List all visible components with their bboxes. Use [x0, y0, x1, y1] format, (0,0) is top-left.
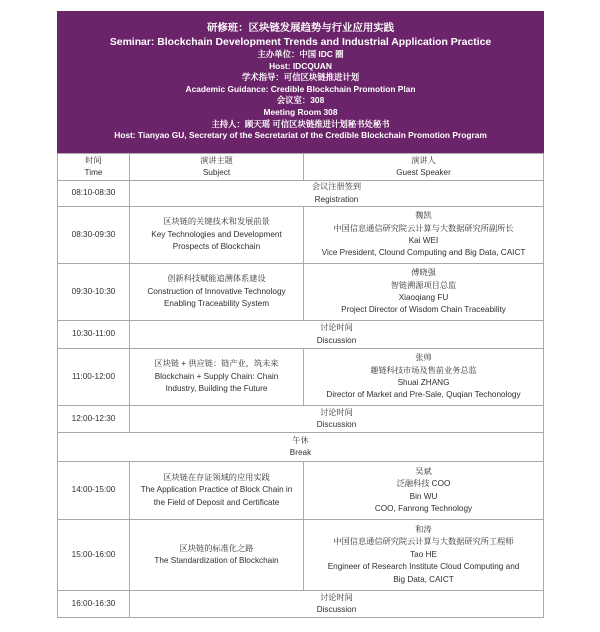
table-row: [58, 520, 544, 591]
time-column-header: 时间 Time: [58, 154, 130, 181]
table-row: [58, 462, 544, 520]
seminar-agenda-document: [57, 11, 544, 618]
table-header-row: [58, 154, 544, 181]
time-cell: 12:00-12:30: [58, 406, 130, 433]
registration-cell: 会议注册签到 Registration: [130, 181, 544, 207]
time-cell: 08:10-08:30: [58, 181, 130, 207]
subject-cell: 创新科技赋能追溯体系建设 Construction of Innovative Technology Enabling Traceability System: [130, 264, 304, 321]
speaker-cell: 傅晓强 智链溯源项目总监 Xiaoqiang FU Project Director of Wisdom Chain Traceability: [304, 264, 544, 321]
table-row: [58, 264, 544, 321]
organizer-chinese: 主办单位：中国 IDC 圈: [257, 49, 344, 60]
subject-cell: 区块链的关键技术和发展前景 Key Technologies and Development Prospects of Blockchain: [130, 207, 304, 264]
time-cell: 14:00-15:00: [58, 462, 130, 520]
lunch-break-cell: 午休 Break: [58, 433, 544, 462]
academic-guidance-chinese: 学术指导：可信区块链推进计划: [241, 72, 360, 83]
discussion-cell: 讨论时间 Discussion: [130, 591, 544, 618]
time-cell: 15:00-16:00: [58, 520, 130, 591]
agenda-table: [57, 153, 544, 618]
organizer-english: Host: IDCQUAN: [269, 60, 332, 71]
subject-column-header: 演讲主题 Subject: [130, 154, 304, 181]
speaker-cell: 魏凯 中国信息通信研究院云计算与大数据研究所副所长 Kai WEI Vice President, Clound Computing and Big Data, CAICT: [304, 207, 544, 264]
speaker-cell: 和涛 中国信息通信研究院云计算与大数据研究所工程师 Tao HE Engineer of Research Institute Cloud Computing and Big Data, CAICT: [304, 520, 544, 591]
time-cell: 09:30-10:30: [58, 264, 130, 321]
table-row: [58, 321, 544, 349]
subject-cell: 区块链 + 供应链：链产业，筑未来 Blockchain + Supply Chain: Chain Industry, Building the Future: [130, 349, 304, 406]
time-cell: 16:00-16:30: [58, 591, 130, 618]
discussion-cell: 讨论时间 Discussion: [130, 406, 544, 433]
agenda-header: [57, 11, 544, 153]
host-english: Host: Tianyao GU, Secretary of the Secretariat of the Credible Blockchain Promotion Program: [114, 130, 487, 141]
subject-cell: 区块链的标准化之路 The Standardization of Blockchain: [130, 520, 304, 591]
time-cell: 10:30-11:00: [58, 321, 130, 349]
time-cell: 08:30-09:30: [58, 207, 130, 264]
meeting-room-chinese: 会议室：308: [276, 95, 325, 106]
table-row: [58, 207, 544, 264]
table-row: [58, 591, 544, 618]
meeting-room-english: Meeting Room 308: [263, 107, 338, 117]
title-chinese: 研修班：区块链发展趋势与行业应用实践: [206, 23, 395, 35]
table-row: [58, 349, 544, 406]
table-row: [58, 406, 544, 433]
speaker-column-header: 演讲人 Guest Speaker: [304, 154, 544, 181]
discussion-cell: 讨论时间 Discussion: [130, 321, 544, 349]
table-row: [58, 181, 544, 207]
time-cell: 11:00-12:00: [58, 349, 130, 406]
subject-cell: 区块链在存证领域的应用实践 The Application Practice of Block Chain in the Field of Deposit and Certificate: [130, 462, 304, 520]
speaker-cell: 张帅 趣链科技市场及售前业务总监 Shuai ZHANG Director of Market and Pre-Sale, Quqian Techonology: [304, 349, 544, 406]
speaker-cell: 吴斌 泛融科技 COO Bin WU COO, Fanrong Technology: [304, 462, 544, 520]
host-chinese: 主持人：顾天瑶 可信区块链推进计划秘书处秘书: [211, 118, 390, 129]
academic-guidance-english: Academic Guidance: Credible Blockchain Promotion Plan: [185, 83, 416, 94]
table-row: [58, 433, 544, 462]
title-english: Seminar: Blockchain Development Trends and Industrial Application Practice: [109, 36, 492, 48]
